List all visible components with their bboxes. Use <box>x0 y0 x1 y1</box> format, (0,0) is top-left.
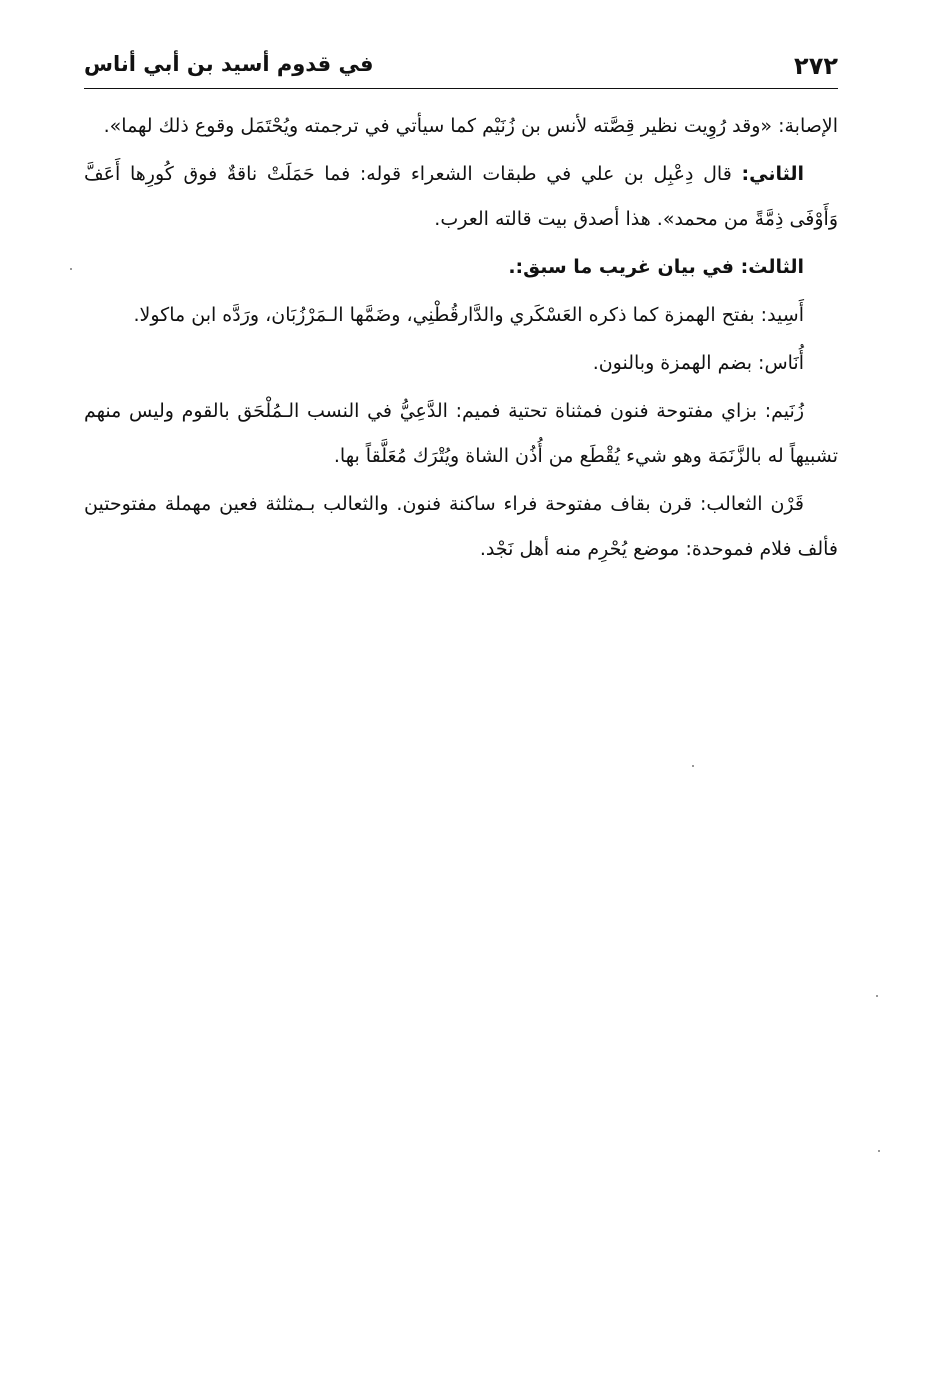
paragraph-text: قَرْن الثعالب: قرن بقاف مفتوحة فراء ساكنة فنون. والثعالب بـمثلثة فعين مهملة مفتوحتين فألف فلام فموحدة: موضع يُحْرِم منه أهل نَجْد. <box>84 493 838 560</box>
section-heading-third <box>84 245 838 290</box>
paragraph-zunaym <box>84 389 838 479</box>
scan-speck <box>878 1150 880 1152</box>
paragraph-text: الإصابة: «وقد رُوِيت نظير قِصَّته لأنس بن زُنَيْم كما سيأتي في ترجمته ويُحْتَمَل وقوع ذلك لهما». <box>103 115 838 137</box>
scan-speck <box>70 268 72 270</box>
paragraph-lead: الثاني: <box>741 163 804 185</box>
paragraph-usayd <box>84 293 838 338</box>
scan-speck <box>876 995 878 997</box>
paragraph-text: قال دِعْبِل بن علي في طبقات الشعراء قوله: فما حَمَلَتْ ناقةٌ فوق كُورِها أَعَفَّ وَأَوْفَى ذِمَّةً من محمد». هذا أصدق بيت قالته العرب. <box>84 163 838 230</box>
heading-text: الثالث: في بيان غريب ما سبق:. <box>508 256 804 278</box>
paragraph-second <box>84 152 838 242</box>
paragraph-text: أَسِيد: بفتح الهمزة كما ذكره العَسْكَري والدَّارقُطْنِي، وضَمَّها الـمَرْزُبَان، ورَدَّه ابن ماكولا. <box>133 304 804 326</box>
paragraph-qarn <box>84 482 838 572</box>
paragraph-text: أُنَاس: بضم الهمزة وبالنون. <box>592 352 804 374</box>
running-title: في قدوم أسيد بن أبي أناس <box>84 52 374 76</box>
page-number: ٢٧٢ <box>794 52 838 80</box>
paragraph-unas <box>84 341 838 386</box>
scan-speck <box>692 765 694 767</box>
page-header <box>84 48 838 88</box>
header-divider <box>84 88 838 89</box>
paragraph-text: زُنَيم: بزاي مفتوحة فنون فمثناة تحتية فميم: الدَّعِيُّ في النسب الـمُلْحَق بالقوم وليس منهم تشبيهاً له بالزَّنَمَة وهو شيء يُقْطَع من أُذُن الشاة ويُتْرَك مُعَلَّقاً بها. <box>84 400 838 467</box>
paragraph-isaba <box>84 104 838 149</box>
page-body <box>84 104 838 575</box>
